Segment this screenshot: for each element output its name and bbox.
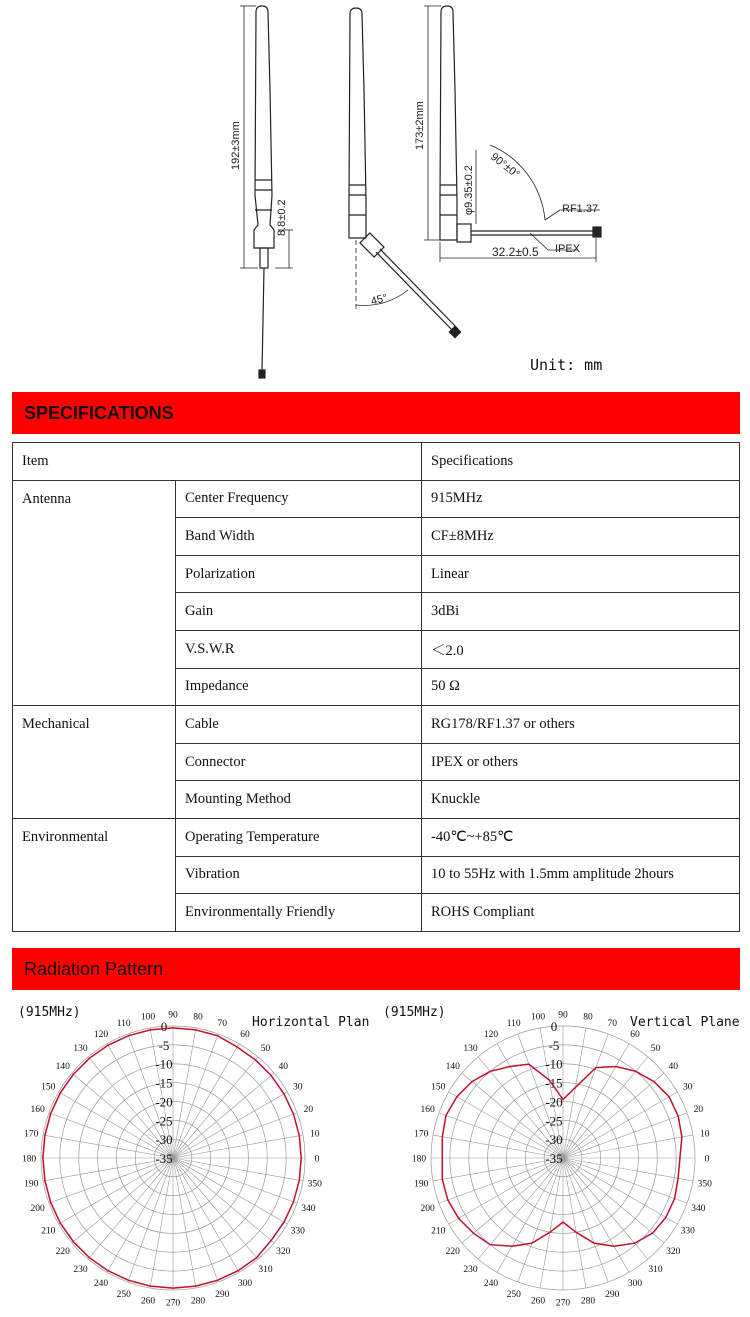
radial-tick-label: -25 <box>545 1113 563 1129</box>
angle-tick-label: 170 <box>414 1129 429 1140</box>
angle-tick-label: 310 <box>648 1264 663 1275</box>
angle-tick-label: 270 <box>165 1298 181 1309</box>
angle-tick-label: 290 <box>215 1289 230 1300</box>
angle-tick-label: 60 <box>630 1029 640 1040</box>
angle-tick-label: 130 <box>463 1044 478 1055</box>
angle-tick-label: 140 <box>445 1061 460 1072</box>
radial-tick-label: 0 <box>550 1019 558 1034</box>
angle-tick-label: 240 <box>483 1279 499 1290</box>
connector-label: IPEX <box>555 243 581 255</box>
angle-tick-label: 150 <box>431 1082 446 1093</box>
angle-tick-label: 110 <box>116 1019 131 1030</box>
spec-parameter: V.S.W.R <box>176 630 422 668</box>
spec-parameter: Vibration <box>176 856 422 894</box>
spec-value: ＜2.0 <box>422 630 740 668</box>
table-row <box>13 818 740 856</box>
radial-tick-label: -20 <box>155 1094 173 1110</box>
spec-parameter: Connector <box>176 743 422 781</box>
angle-tick-label: 210 <box>41 1226 56 1237</box>
angle-90: 90°±0° <box>488 150 522 181</box>
dim-base: 8.8±0.2 <box>276 199 288 236</box>
angle-tick-label: 110 <box>506 1019 521 1030</box>
angle-tick-label: 250 <box>116 1289 131 1300</box>
spec-value: ROHS Compliant <box>422 894 740 932</box>
group-name: Environmental <box>13 818 176 931</box>
radial-tick-label: -25 <box>155 1113 173 1129</box>
frequency-label: (915MHz) <box>18 1005 81 1020</box>
spec-parameter: Environmentally Friendly <box>176 894 422 932</box>
header-specifications: Specifications <box>422 443 740 481</box>
angle-tick-label: 190 <box>414 1179 429 1190</box>
spec-parameter: Gain <box>176 593 422 631</box>
angle-tick-label: 10 <box>310 1129 320 1140</box>
antenna-right-angle-view <box>424 6 601 262</box>
angle-tick-label: 180 <box>411 1154 427 1165</box>
radial-tick-label: -15 <box>545 1075 563 1091</box>
angle-tick-label: 250 <box>506 1289 521 1300</box>
spec-value: 915MHz <box>422 480 740 518</box>
spec-value: CF±8MHz <box>422 518 740 556</box>
angle-tick-label: 100 <box>530 1012 546 1023</box>
spec-parameter: Cable <box>176 706 422 744</box>
angle-tick-label: 300 <box>237 1279 253 1290</box>
angle-tick-label: 50 <box>260 1044 271 1055</box>
spec-value: Knuckle <box>422 781 740 819</box>
angle-tick-label: 120 <box>93 1029 109 1040</box>
dim-height-2: 173±2mm <box>414 101 426 150</box>
angle-tick-label: 70 <box>217 1019 228 1030</box>
angle-tick-label: 220 <box>55 1247 70 1258</box>
radial-tick-label: -30 <box>545 1132 563 1148</box>
angle-tick-label: 30 <box>682 1082 693 1093</box>
spec-value: 10 to 55Hz with 1.5mm amplitude 2hours <box>422 856 740 894</box>
specifications-header <box>12 392 740 434</box>
angle-tick-label: 190 <box>24 1179 39 1190</box>
cable-label: RF1.37 <box>562 203 599 215</box>
radial-tick-label: -5 <box>548 1037 560 1053</box>
vertical-plane-polar-chart <box>375 1000 750 1317</box>
angle-tick-label: 0 <box>314 1154 320 1165</box>
spec-parameter: Impedance <box>176 668 422 706</box>
angle-tick-label: 330 <box>290 1226 305 1237</box>
radial-tick-label: -35 <box>545 1151 563 1166</box>
angle-tick-label: 150 <box>41 1082 56 1093</box>
angle-tick-label: 50 <box>650 1044 661 1055</box>
spec-value: -40℃~+85℃ <box>422 818 740 856</box>
angle-tick-label: 160 <box>420 1105 435 1116</box>
angle-tick-label: 10 <box>700 1129 710 1140</box>
radial-tick-label: -5 <box>158 1037 170 1053</box>
angle-tick-label: 330 <box>680 1226 695 1237</box>
dim-height-1: 192±3mm <box>230 121 242 170</box>
plane-label: Vertical Plane <box>630 1015 740 1030</box>
spec-value: RG178/RF1.37 or others <box>422 706 740 744</box>
angle-tick-label: 220 <box>445 1247 460 1258</box>
angle-tick-label: 350 <box>307 1179 322 1190</box>
angle-tick-label: 80 <box>583 1012 593 1023</box>
table-row <box>13 706 740 744</box>
horizontal-plane-polar-chart <box>0 1000 375 1317</box>
angle-tick-label: 280 <box>580 1296 596 1307</box>
angle-tick-label: 290 <box>605 1289 620 1300</box>
angle-tick-label: 90 <box>558 1010 568 1021</box>
angle-tick-label: 310 <box>258 1264 273 1275</box>
spec-parameter: Polarization <box>176 555 422 593</box>
angle-tick-label: 40 <box>668 1061 679 1072</box>
angle-tick-label: 180 <box>21 1154 37 1165</box>
angle-tick-label: 80 <box>193 1012 203 1023</box>
angle-tick-label: 230 <box>73 1264 88 1275</box>
angle-tick-label: 350 <box>697 1179 712 1190</box>
angle-tick-label: 170 <box>24 1129 39 1140</box>
spec-value: Linear <box>422 555 740 593</box>
angle-tick-label: 160 <box>30 1105 45 1116</box>
angle-tick-label: 230 <box>463 1264 478 1275</box>
angle-tick-label: 130 <box>73 1044 88 1055</box>
spec-value: IPEX or others <box>422 743 740 781</box>
angle-tick-label: 200 <box>420 1203 435 1214</box>
angle-tick-label: 120 <box>483 1029 499 1040</box>
spec-parameter: Band Width <box>176 518 422 556</box>
group-name: Antenna <box>13 480 176 706</box>
angle-tick-label: 240 <box>93 1279 109 1290</box>
angle-tick-label: 20 <box>693 1105 704 1116</box>
table-header-row <box>13 443 740 481</box>
antenna-front-view <box>240 6 293 378</box>
angle-tick-label: 0 <box>704 1154 710 1165</box>
radial-tick-label: -20 <box>545 1094 563 1110</box>
frequency-label: (915MHz) <box>383 1005 446 1020</box>
radial-tick-label: -35 <box>155 1151 173 1166</box>
angle-tick-label: 200 <box>30 1203 45 1214</box>
angle-tick-label: 60 <box>240 1029 250 1040</box>
header-item: Item <box>13 443 422 481</box>
spec-value: 3dBi <box>422 593 740 631</box>
angle-tick-label: 40 <box>278 1061 289 1072</box>
angle-tick-label: 280 <box>190 1296 206 1307</box>
angle-tick-label: 90 <box>168 1010 178 1021</box>
angle-tick-label: 210 <box>431 1226 446 1237</box>
radial-tick-label: -30 <box>155 1132 173 1148</box>
angle-tick-label: 70 <box>607 1019 618 1030</box>
angle-tick-label: 260 <box>140 1296 156 1307</box>
specifications-title: SPECIFICATIONS <box>24 402 174 423</box>
angle-tick-label: 270 <box>555 1298 571 1309</box>
angle-tick-label: 30 <box>292 1082 303 1093</box>
angle-tick-label: 140 <box>55 1061 70 1072</box>
radiation-pattern-header <box>12 948 740 990</box>
radial-tick-label: -10 <box>155 1056 173 1072</box>
antenna-knuckle-view <box>349 8 461 338</box>
radial-tick-label: 0 <box>160 1019 168 1034</box>
spec-parameter: Center Frequency <box>176 480 422 518</box>
spec-parameter: Mounting Method <box>176 781 422 819</box>
radial-tick-label: -15 <box>155 1075 173 1091</box>
angle-tick-label: 100 <box>140 1012 156 1023</box>
plane-label: Horizontal Plan <box>252 1015 370 1030</box>
angle-tick-label: 320 <box>666 1247 681 1258</box>
angle-tick-label: 320 <box>276 1247 291 1258</box>
spec-parameter: Operating Temperature <box>176 818 422 856</box>
specifications-table <box>12 442 740 932</box>
antenna-dimension-drawing <box>0 0 750 385</box>
dim-diameter: φ9.35±0.2 <box>463 165 475 215</box>
radiation-pattern-title: Radiation Pattern <box>24 958 164 979</box>
table-row <box>13 480 740 518</box>
unit-label: Unit: mm <box>530 356 603 374</box>
angle-tick-label: 300 <box>627 1279 643 1290</box>
group-name: Mechanical <box>13 706 176 819</box>
angle-tick-label: 20 <box>303 1105 314 1116</box>
angle-tick-label: 340 <box>301 1203 316 1214</box>
spec-value: 50 Ω <box>422 668 740 706</box>
radial-tick-label: -10 <box>545 1056 563 1072</box>
angle-tick-label: 260 <box>530 1296 546 1307</box>
angle-45: 45° <box>369 291 389 308</box>
dim-cable-len: 32.2±0.5 <box>492 245 539 259</box>
angle-tick-label: 340 <box>691 1203 706 1214</box>
